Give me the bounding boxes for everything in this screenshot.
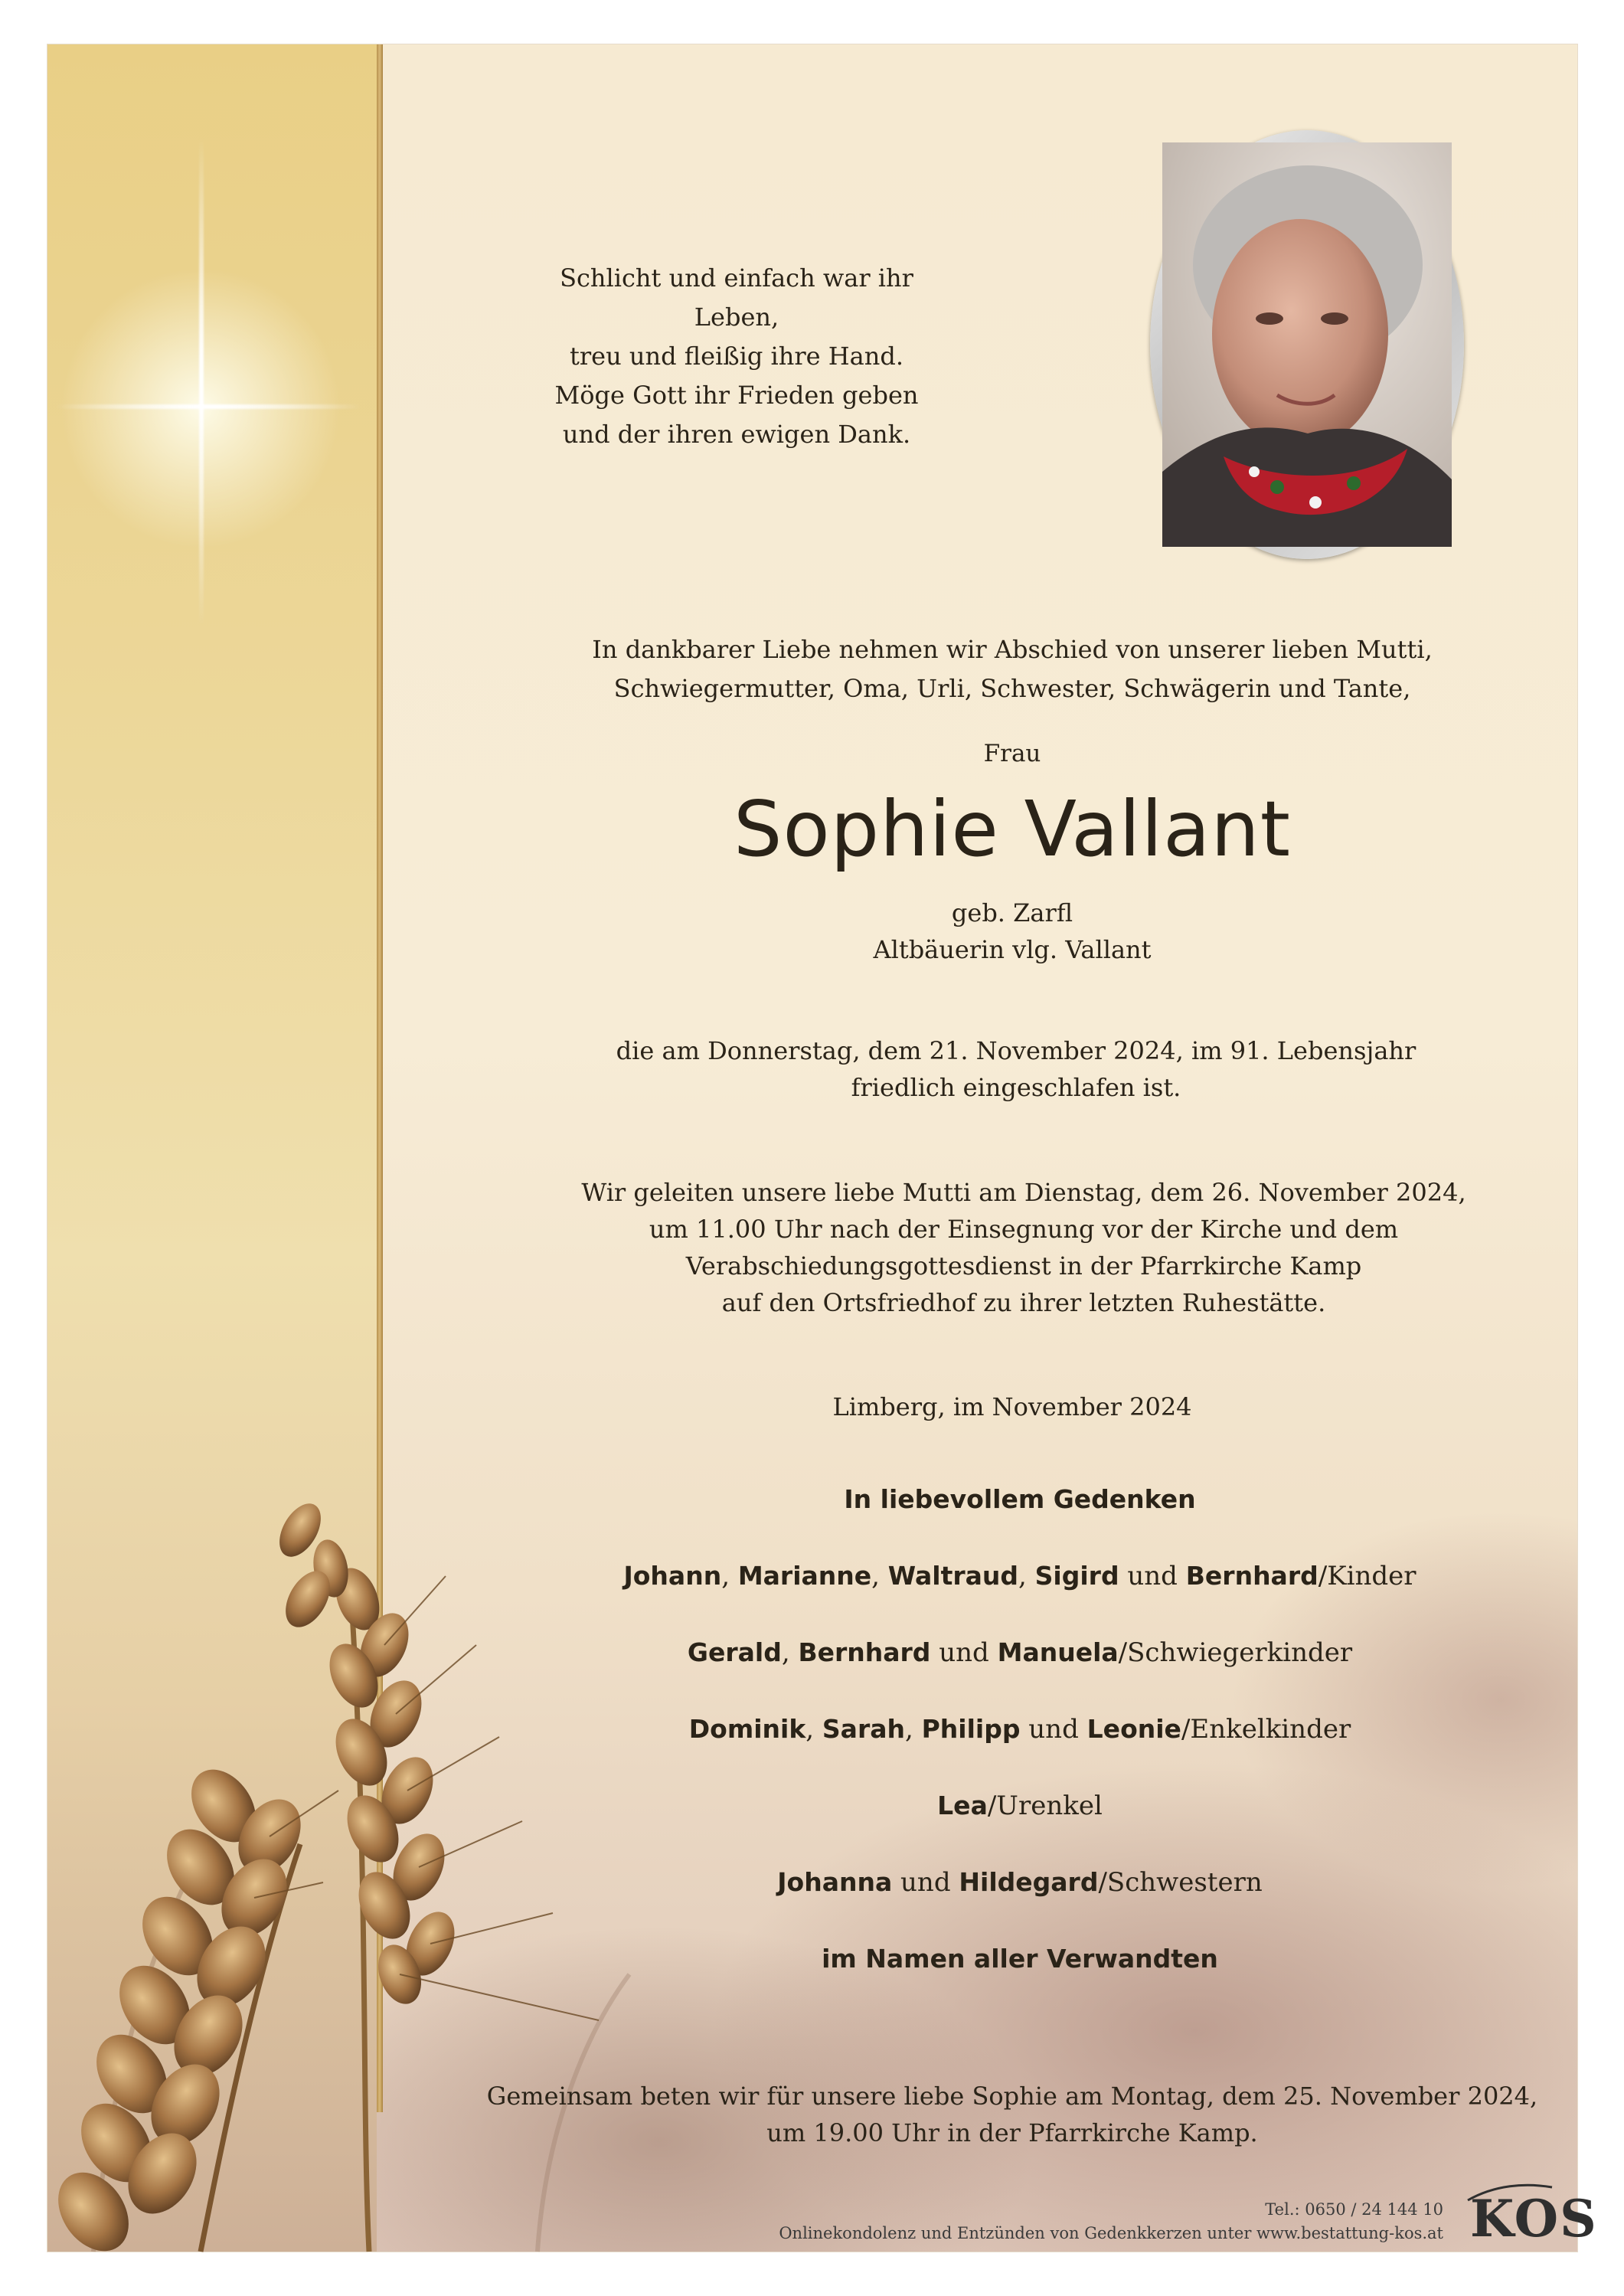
mourners-closing: im Namen aller Verwandten: [822, 1944, 1218, 1974]
death-notice: [583, 1032, 1449, 1106]
funeral-line: Wir geleiten unsere liebe Mutti am Dienstag, dem 26. November 2024,: [581, 1178, 1466, 1207]
mourner-name: Marianne: [737, 1561, 872, 1591]
mourner-row: [476, 1561, 1564, 1591]
mourner-name: Sarah: [822, 1714, 905, 1744]
poem-line: Möge Gott ihr Frieden geben: [554, 381, 919, 410]
prayer-line: um 19.00 Uhr in der Pfarrkirche Kamp.: [766, 2118, 1258, 2147]
mourner-name: Bernhard: [1185, 1561, 1318, 1591]
place-date: Limberg, im November 2024: [832, 1392, 1192, 1421]
mourner-name: Manuela: [997, 1637, 1119, 1667]
mourner-name: Philipp: [921, 1714, 1021, 1744]
relation-label: /Urenkel: [987, 1791, 1103, 1821]
light-cross-vertical: [199, 136, 204, 626]
birth-name: geb. Zarfl: [951, 898, 1073, 927]
death-line: die am Donnerstag, dem 21. November 2024, im 91. Lebensjahr: [616, 1036, 1417, 1065]
funeral-line: Verabschiedungsgottesdienst in der Pfarrkirche Kamp: [685, 1251, 1362, 1280]
funeral-line: um 11.00 Uhr nach der Einsegnung vor der Kirche und dem: [649, 1215, 1399, 1244]
mourner-name: Bernhard: [798, 1637, 931, 1667]
mourner-name: Gerald: [687, 1637, 782, 1667]
name-connector: ,: [805, 1714, 822, 1745]
name-connector: ,: [871, 1561, 888, 1591]
name-connector: ,: [1018, 1561, 1035, 1591]
portrait-frame: [1150, 130, 1464, 559]
name-connector: und: [930, 1637, 998, 1668]
obituary-page: [47, 44, 1598, 2252]
name-connector: ,: [721, 1561, 738, 1591]
mourner-name: Johann: [623, 1561, 722, 1591]
farewell-intro: [553, 630, 1472, 708]
mourner-name: Hildegard: [959, 1867, 1099, 1897]
prayer-line: Gemeinsam beten wir für unsere liebe Sophie am Montag, dem 25. November 2024,: [486, 2082, 1538, 2111]
name-connector: und: [1020, 1714, 1087, 1745]
phone-number: Tel.: 0650 / 24 144 10: [1265, 2200, 1443, 2219]
kos-logo: KOS: [1470, 2189, 1598, 2249]
name-connector: ,: [781, 1637, 799, 1668]
mourner-row: [476, 1637, 1564, 1668]
name-connector: und: [892, 1867, 959, 1898]
mourner-name: Sigird: [1034, 1561, 1119, 1591]
portrait-photo: [1162, 142, 1452, 547]
light-cross-horizontal: [55, 404, 361, 409]
deceased-details: [813, 895, 1211, 968]
intro-line: Schwiegermutter, Oma, Urli, Schwester, Schwägerin und Tante,: [613, 674, 1411, 703]
mourner-name: Lea: [937, 1791, 988, 1820]
mourner-name: Johanna: [777, 1867, 893, 1897]
mourners-heading: In liebevollem Gedenken: [844, 1484, 1196, 1514]
farm-title: Altbäuerin vlg. Vallant: [873, 935, 1152, 964]
name-connector: ,: [904, 1714, 922, 1745]
relation-label: /Schwestern: [1098, 1867, 1263, 1898]
relation-label: /Kinder: [1318, 1561, 1417, 1591]
online-condolence-link[interactable]: Onlinekondolenz und Entzünden von Gedenkkerzen unter www.bestattung-kos.at: [779, 2224, 1443, 2242]
funeral-line: auf den Ortsfriedhof zu ihrer letzten Ruhestätte.: [721, 1288, 1326, 1317]
mourner-row: [476, 1714, 1564, 1745]
mourner-name: Dominik: [688, 1714, 806, 1744]
poem-line: Schlicht und einfach war ihr Leben,: [560, 263, 913, 332]
prayer-notice: [461, 2078, 1564, 2151]
memorial-poem: [538, 259, 936, 454]
poem-line: und der ihren ewigen Dank.: [562, 420, 911, 449]
mourner-row: [476, 1791, 1564, 1821]
relation-label: /Enkelkinder: [1181, 1714, 1351, 1745]
mourner-row: [476, 1867, 1564, 1898]
death-line: friedlich eingeschlafen ist.: [851, 1073, 1181, 1102]
mourner-name: Waltraud: [887, 1561, 1019, 1591]
salutation: Frau: [983, 740, 1041, 767]
funeral-info: [553, 1174, 1495, 1321]
funeral-home-contact: [779, 2198, 1443, 2245]
deceased-name: Sophie Vallant: [734, 784, 1291, 874]
intro-line: In dankbarer Liebe nehmen wir Abschied von unserer lieben Mutti,: [592, 635, 1433, 664]
relation-label: /Schwiegerkinder: [1118, 1637, 1353, 1668]
mourner-name: Leonie: [1086, 1714, 1181, 1744]
poem-line: treu und fleißig ihre Hand.: [569, 342, 904, 371]
name-connector: und: [1119, 1561, 1186, 1591]
